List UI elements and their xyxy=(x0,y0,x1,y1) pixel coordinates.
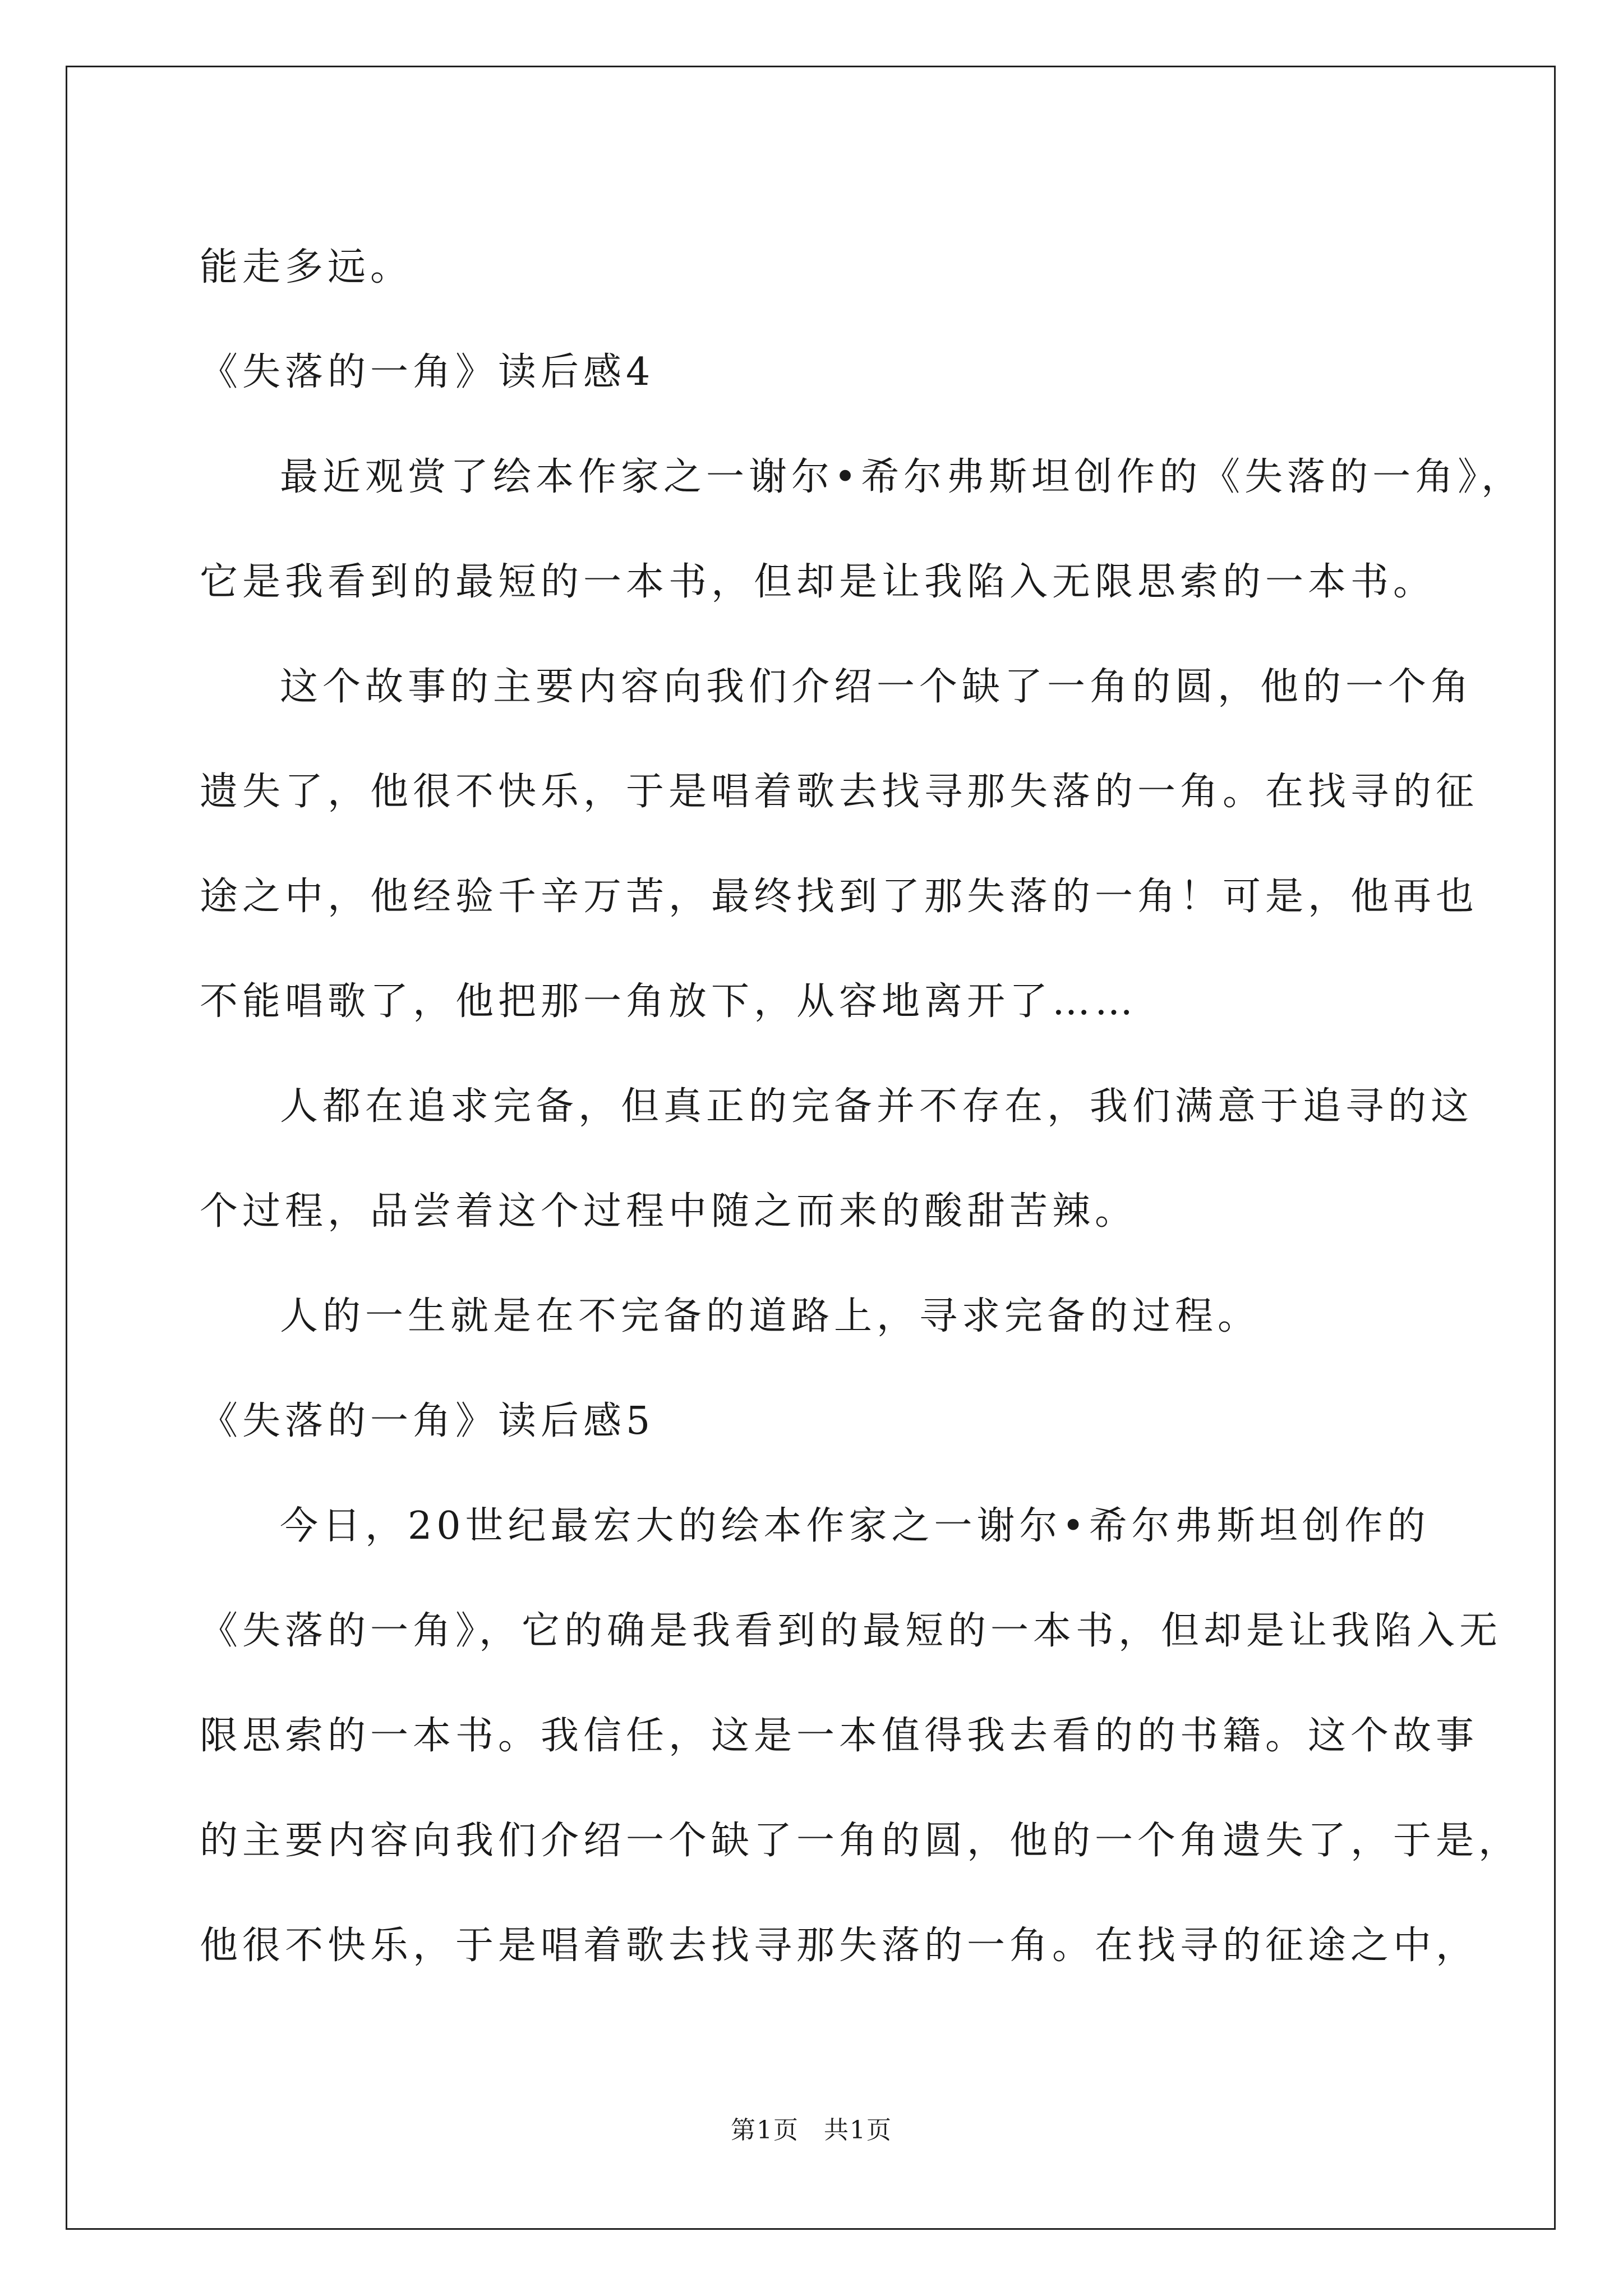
text-line: 他很不快乐，于是唱着歌去找寻那失落的一角。在找寻的征途之中， xyxy=(200,1924,1479,1968)
text-line: 途之中，他经验千辛万苦，最终找到了那失落的一角！可是，他再也 xyxy=(200,875,1479,919)
section-heading: 《失落的一角》读后感5 xyxy=(200,1399,655,1443)
text-line: 这个故事的主要内容向我们介绍一个缺了一角的圆，他的一个角 xyxy=(280,665,1474,709)
text-line: 《失落的一角》，它的确是我看到的最短的一本书，但却是让我陷入无 xyxy=(200,1609,1502,1653)
page-footer xyxy=(0,2114,1623,2147)
text-line: 的主要内容向我们介绍一个缺了一角的圆，他的一个角遗失了，于是， xyxy=(200,1819,1521,1863)
text-line: 遗失了，他很不快乐，于是唱着歌去找寻那失落的一角。在找寻的征 xyxy=(200,770,1479,814)
section-heading: 《失落的一角》读后感4 xyxy=(200,350,655,394)
text-line: 今日，20世纪最宏大的绘本作家之一谢尔•希尔弗斯坦创作的 xyxy=(280,1504,1430,1548)
page-number: 第1页 xyxy=(731,2116,799,2145)
text-line: 人都在追求完备，但真正的完备并不存在，我们满意于追寻的这 xyxy=(280,1084,1474,1129)
document-body xyxy=(200,215,1524,1998)
text-line: 它是我看到的最短的一本书，但却是让我陷入无限思索的一本书。 xyxy=(200,560,1436,604)
text-line: 能走多远。 xyxy=(200,245,413,289)
text-line: 最近观赏了绘本作家之一谢尔•希尔弗斯坦创作的《失落的一角》， xyxy=(280,455,1524,499)
text-line: 个过程，品尝着这个过程中随之而来的酸甜苦辣。 xyxy=(200,1189,1138,1234)
text-line: 限思索的一本书。我信任，这是一本值得我去看的的书籍。这个故事 xyxy=(200,1714,1479,1758)
text-line: 不能唱歌了，他把那一角放下，从容地离开了…… xyxy=(200,979,1138,1024)
page-total: 共1页 xyxy=(824,2116,892,2145)
text-line: 人的一生就是在不完备的道路上，寻求完备的过程。 xyxy=(280,1294,1261,1338)
